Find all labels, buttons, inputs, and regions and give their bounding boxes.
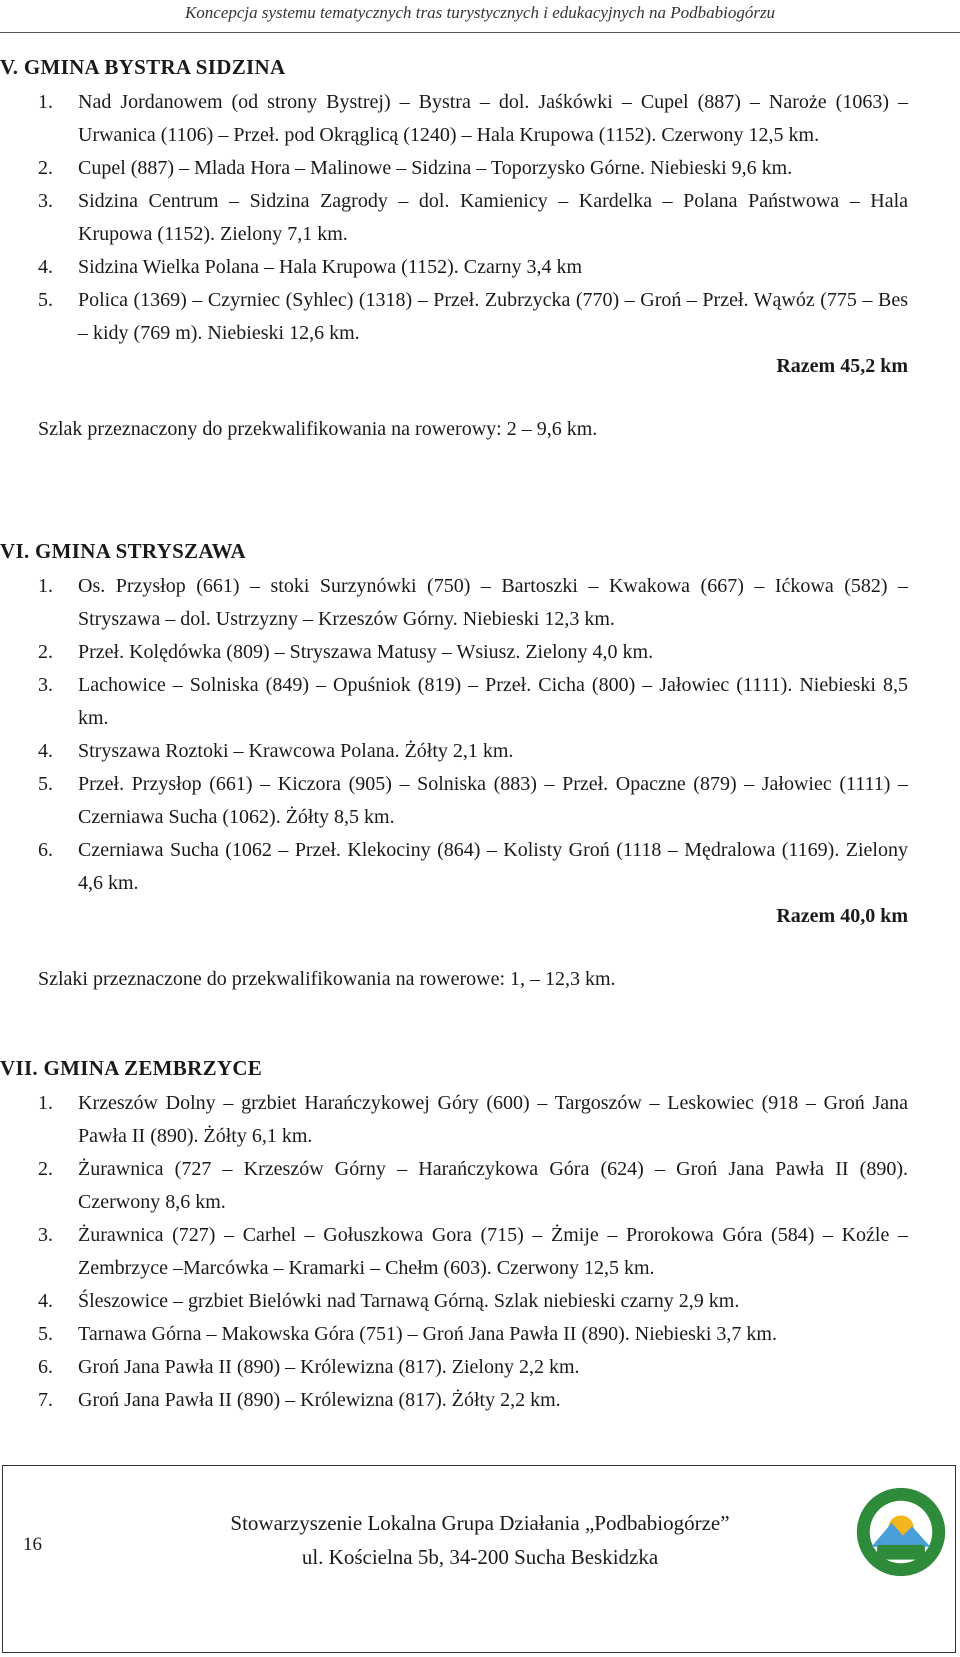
list-item <box>0 636 960 669</box>
list-number: 5. <box>38 773 53 795</box>
route-text: Przeł. Przysłop (661) – Kiczora (905) – Solniska (883) – Przeł. Opaczne (879) – Jałowiec (1111) – Czerniawa Sucha (1062). Żółty 8,5 km. <box>78 773 908 828</box>
page-number: 16 <box>23 1534 42 1555</box>
route-text: Śleszowice – grzbiet Bielówki nad Tarnawą Górną. Szlak niebieski czarny 2,9 km. <box>78 1290 740 1312</box>
section-gmina-bystra-sidzina <box>0 52 960 446</box>
route-list <box>0 1087 960 1417</box>
list-number: 3. <box>38 1224 53 1246</box>
list-number: 4. <box>38 740 53 762</box>
list-number: 6. <box>38 1356 53 1378</box>
list-number: 2. <box>38 641 53 663</box>
list-item <box>0 1384 960 1417</box>
list-item <box>0 669 960 735</box>
list-number: 3. <box>38 674 53 696</box>
route-text: Krzeszów Dolny – grzbiet Harańczykowej Góry (600) – Targoszów – Leskowiec (918 – Groń Jana Pawła II (890). Żółty 6,1 km. <box>78 1092 908 1147</box>
list-item <box>0 185 960 251</box>
bike-conversion-note: Szlak przeznaczony do przekwalifikowania na rowerowy: 2 – 9,6 km. <box>38 418 598 440</box>
section-title: VII. GMINA ZEMBRZYCE <box>0 1056 263 1080</box>
list-number: 5. <box>38 1323 53 1345</box>
route-text: Polica (1369) – Czyrniec (Syhlec) (1318) – Przeł. Zubrzycka (770) – Groń – Przeł. Wąwóz (775 – Bes – kidy (769 m). Niebieski 12,6 km. <box>78 289 908 344</box>
lgd-logo-icon <box>855 1486 947 1578</box>
route-text: Os. Przysłop (661) – stoki Surzynówki (750) – Bartoszki – Kwakowa (667) – Ićkowa (582) – Stryszawa – dol. Ustrzyzny – Krzeszów Górny. Niebieski 12,3 km. <box>78 575 908 630</box>
running-header: Koncepcja systemu tematycznych tras turystycznych i edukacyjnych na Podbabiogórzu <box>0 0 960 33</box>
route-text: Groń Jana Pawła II (890) – Królewizna (817). Zielony 2,2 km. <box>78 1356 580 1378</box>
route-text: Lachowice – Solniska (849) – Opuśniok (819) – Przeł. Cicha (800) – Jałowiec (1111). Niebieski 8,5 km. <box>78 674 908 729</box>
list-item <box>0 1087 960 1153</box>
route-text: Tarnawa Górna – Makowska Góra (751) – Groń Jana Pawła II (890). Niebieski 3,7 km. <box>78 1323 777 1345</box>
list-number: 6. <box>38 839 53 861</box>
route-list <box>0 570 960 900</box>
route-text: Cupel (887) – Mlada Hora – Malinowe – Sidzina – Toporzysko Górne. Niebieski 9,6 km. <box>78 157 793 179</box>
route-text: Żurawnica (727) – Carhel – Gołuszkowa Gora (715) – Żmije – Prorokowa Góra (584) – Koźle – Zembrzyce –Marcówka – Kramarki – Chełm (603). Czerwony 12,5 km. <box>78 1224 908 1279</box>
route-text: Nad Jordanowem (od strony Bystrej) – Bystra – dol. Jaśkówki – Cupel (887) – Naroże (1063) – Urwanica (1106) – Przeł. pod Okrąglicą (1240) – Hala Krupowa (1152). Czerwony 12,5 km. <box>78 91 908 146</box>
list-item <box>0 152 960 185</box>
list-number: 4. <box>38 256 53 278</box>
route-text: Czerniawa Sucha (1062 – Przeł. Klekociny (864) – Kolisty Groń (1118 – Mędralowa (1169). Zielony 4,6 km. <box>78 839 908 894</box>
list-number: 5. <box>38 289 53 311</box>
section-total: Razem 40,0 km <box>776 905 908 927</box>
organization-address: ul. Kościelna 5b, 34-200 Sucha Beskidzka <box>301 1545 659 1569</box>
organization-name: Stowarzyszenie Lokalna Grupa Działania „Podbabiogórze” <box>230 1511 730 1535</box>
organization-info <box>3 1506 957 1574</box>
list-number: 1. <box>38 1092 53 1114</box>
list-item <box>0 1351 960 1384</box>
list-item <box>0 1219 960 1285</box>
list-item <box>0 1153 960 1219</box>
list-item <box>0 1318 960 1351</box>
list-item <box>0 570 960 636</box>
route-text: Sidzina Wielka Polana – Hala Krupowa (1152). Czarny 3,4 km <box>78 256 583 278</box>
list-number: 7. <box>38 1389 53 1411</box>
route-text: Stryszawa Roztoki – Krawcowa Polana. Żółty 2,1 km. <box>78 740 514 762</box>
list-item <box>0 86 960 152</box>
route-text: Przeł. Kolędówka (809) – Stryszawa Matusy – Wsiusz. Zielony 4,0 km. <box>78 641 654 663</box>
list-item <box>0 735 960 768</box>
page-footer <box>2 1465 956 1653</box>
route-text: Żurawnica (727 – Krzeszów Górny – Harańczykowa Góra (624) – Groń Jana Pawła II (890). Czerwony 8,6 km. <box>78 1158 908 1213</box>
route-list <box>0 86 960 350</box>
section-gmina-stryszawa <box>0 536 960 996</box>
section-title: V. GMINA BYSTRA SIDZINA <box>0 55 286 79</box>
list-item <box>0 284 960 350</box>
route-text: Groń Jana Pawła II (890) – Królewizna (817). Żółty 2,2 km. <box>78 1389 561 1411</box>
list-item <box>0 1285 960 1318</box>
list-number: 2. <box>38 157 53 179</box>
list-item <box>0 834 960 900</box>
list-item <box>0 251 960 284</box>
list-item <box>0 768 960 834</box>
bike-conversion-note: Szlaki przeznaczone do przekwalifikowania na rowerowe: 1, – 12,3 km. <box>38 968 616 990</box>
list-number: 1. <box>38 91 53 113</box>
section-total: Razem 45,2 km <box>776 355 908 377</box>
list-number: 4. <box>38 1290 53 1312</box>
section-title: VI. GMINA STRYSZAWA <box>0 539 246 563</box>
list-number: 1. <box>38 575 53 597</box>
logo-band <box>877 1545 925 1560</box>
list-number: 2. <box>38 1158 53 1180</box>
list-number: 3. <box>38 190 53 212</box>
section-gmina-zembrzyce <box>0 1053 960 1417</box>
route-text: Sidzina Centrum – Sidzina Zagrody – dol. Kamienicy – Kardelka – Polana Państwowa – Hala Krupowa (1152). Zielony 7,1 km. <box>78 190 908 245</box>
